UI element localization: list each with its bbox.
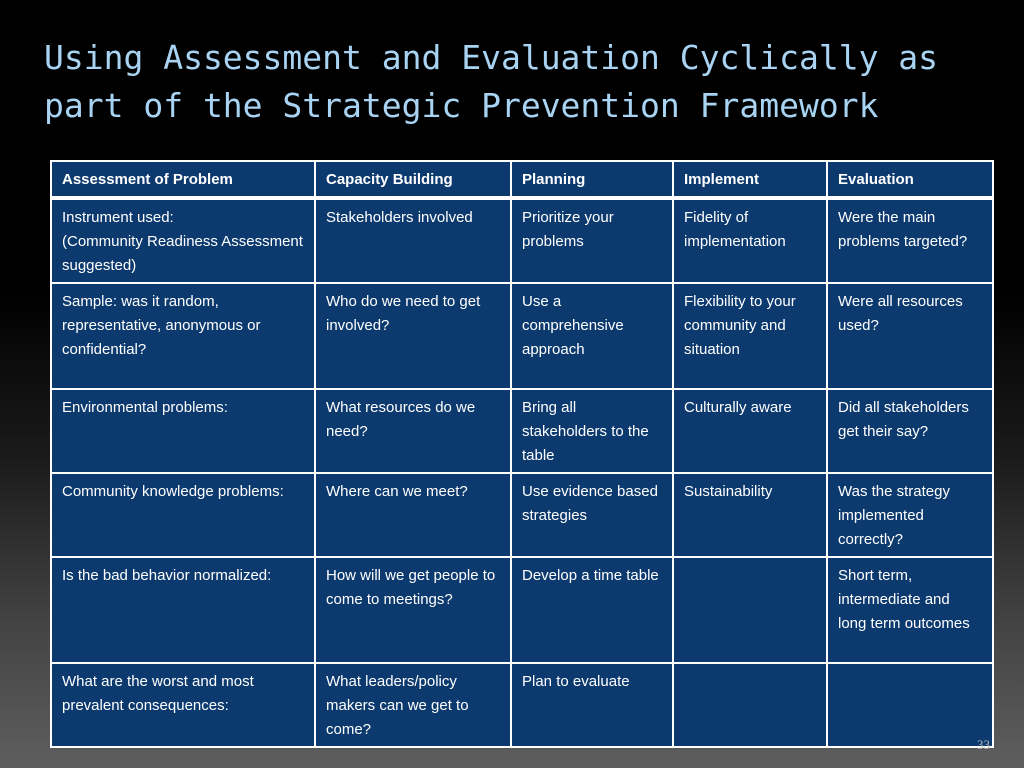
table-row: [51, 473, 993, 557]
table-cell: Prioritize your problems: [511, 198, 673, 283]
table-cell: Fidelity of implementation: [673, 198, 827, 283]
table-cell: Sustainability: [673, 473, 827, 557]
table-cell: What resources do we need?: [315, 389, 511, 473]
spf-table: [50, 160, 994, 748]
table-cell: Is the bad behavior normalized:: [51, 557, 315, 663]
table-cell: Who do we need to get involved?: [315, 283, 511, 389]
table-cell: How will we get people to come to meetings?: [315, 557, 511, 663]
table-row: [51, 283, 993, 389]
table-cell: Where can we meet?: [315, 473, 511, 557]
table-cell: Plan to evaluate: [511, 663, 673, 747]
column-header-evaluation: Evaluation: [827, 161, 993, 198]
table-cell: [673, 557, 827, 663]
table-row: [51, 557, 993, 663]
table-cell: Bring all stakeholders to the table: [511, 389, 673, 473]
table-cell: Develop a time table: [511, 557, 673, 663]
table-cell: Instrument used: (Community Readiness Assessment suggested): [51, 198, 315, 283]
column-header-capacity-building: Capacity Building: [315, 161, 511, 198]
page-number: 33: [977, 737, 990, 752]
table-cell: Were all resources used?: [827, 283, 993, 389]
table-cell: Sample: was it random, representative, anonymous or confidential?: [51, 283, 315, 389]
table-header-row: [51, 161, 993, 198]
table-row: [51, 198, 993, 283]
table-cell: What leaders/policy makers can we get to come?: [315, 663, 511, 747]
table-cell: [673, 663, 827, 747]
table-cell: Use a comprehensive approach: [511, 283, 673, 389]
column-header-planning: Planning: [511, 161, 673, 198]
table-cell: Short term, intermediate and long term outcomes: [827, 557, 993, 663]
spf-table-container: [50, 160, 992, 736]
table-cell: Culturally aware: [673, 389, 827, 473]
table-row: [51, 389, 993, 473]
table-cell: [827, 663, 993, 747]
table-cell: Environmental problems:: [51, 389, 315, 473]
table-cell: Was the strategy implemented correctly?: [827, 473, 993, 557]
column-header-implement: Implement: [673, 161, 827, 198]
table-cell: Flexibility to your community and situation: [673, 283, 827, 389]
table-row: [51, 663, 993, 747]
slide-title: Using Assessment and Evaluation Cyclically as part of the Strategic Prevention Framework: [44, 38, 939, 125]
table-cell: Community knowledge problems:: [51, 473, 315, 557]
table-cell: Use evidence based strategies: [511, 473, 673, 557]
table-cell: Stakeholders involved: [315, 198, 511, 283]
table-cell: Did all stakeholders get their say?: [827, 389, 993, 473]
table-cell: Were the main problems targeted?: [827, 198, 993, 283]
table-cell: What are the worst and most prevalent consequences:: [51, 663, 315, 747]
column-header-assessment: Assessment of Problem: [51, 161, 315, 198]
